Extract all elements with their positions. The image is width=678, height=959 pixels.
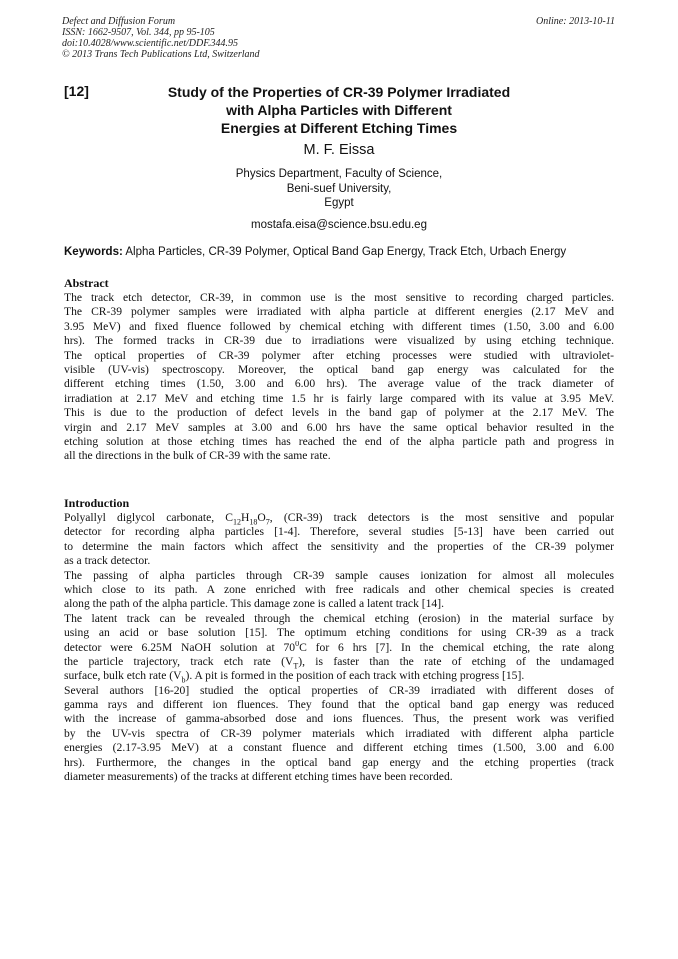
affiliation [0,167,678,211]
subscript: 12 [233,517,242,526]
title-line: Study of the Properties of CR-39 Polymer Irradiated [167,84,511,100]
intro-line: by the UV-vis spectra of CR-39 polymer materials which irradiated with different alpha particle [64,726,614,740]
intro-line: The latent track can be revealed through the chemical etching (erosion) in the material surface by [64,611,614,625]
keywords-label: Keywords: [64,246,123,258]
affiliation-line: Physics Department, Faculty of Science, [235,168,443,180]
introduction-heading: Introduction [64,496,130,510]
abstract-line: all the directions in the bulk of CR-39 with the same rate. [64,449,331,463]
text-run: ). A pit is formed in the position of each track with etching progress [15]. [185,669,525,683]
text-run: detector were 6.25M NaOH solution at 70 [64,640,296,654]
text-run: C for 6 hrs [7]. In the chemical etching, the rate along [299,640,614,654]
intro-line: to determine the main factors which affect the sensitivity and the properties of the CR-39 polymer [64,539,614,553]
intro-line: The passing of alpha particles through CR-39 sample causes ionization for almost all molecules [64,568,614,582]
abstract-line: 3.95 MeV) and fixed fluence followed by chemical etching with different times (1.50, 3.00 and 6.00 [64,319,614,333]
text-run: surface, bulk etch rate (V [64,669,182,683]
intro-line: energies (2.17-3.95 MeV) at a constant fluence and different etching times (1.500, 3.00 and 6.00 [64,741,614,755]
affiliation-line: Egypt [324,197,354,209]
introduction-body [64,511,614,784]
online-date: Online: 2013-10-11 [536,16,615,27]
intro-line [64,669,614,683]
abstract-heading: Abstract [64,276,109,290]
journal-name: Defect and Diffusion Forum [62,16,176,27]
intro-line [64,641,614,655]
intro-line: Several authors [16-20] studied the optical properties of CR-39 irradiated with different doses of [64,683,614,697]
text-run: the particle trajectory, track etch rate (V [64,654,294,668]
intro-line: diameter measurements) of the tracks at different etching times have been recorded. [64,770,453,784]
paper-title [120,83,558,137]
abstract-line: The track etch detector, CR-39, in common use is the most sensitive to recording charged particles. [64,291,614,304]
subscript: 7 [265,517,270,526]
reference-number: [12] [64,83,89,99]
intro-line [64,655,614,669]
intro-line: gamma rays and different ion fluences. They found that the optical band gap energy was reduced [64,698,614,712]
text-run: , (CR-39) track detectors is the most sensitive and popular [269,511,614,524]
journal-header [62,16,260,60]
intro-line: which close to its path. A zone enriched with free radicals and other chemical species is created [64,582,614,596]
subscript: 18 [249,517,258,526]
journal-copyright: © 2013 Trans Tech Publications Ltd, Switzerland [62,49,260,60]
text-run: O [257,511,266,524]
abstract-line: etching solution at those etching times has reached the end of the alpha particle path and progress in [64,434,614,448]
keywords-text: Alpha Particles, CR-39 Polymer, Optical Band Gap Energy, Track Etch, Urbach Energy [122,246,567,258]
text-run: H [241,511,250,524]
abstract-line: virgin and 2.17 MeV samples at 3.00 and 6.00 hrs have the same optical behavior resulted in the [64,420,614,434]
intro-line: detector for recording alpha particles [1-4]. Therefore, several studies [5-13] have been carried out [64,525,614,539]
journal-doi: doi:10.4028/www.scientific.net/DDF.344.95 [62,38,239,49]
author-email[interactable]: mostafa.eisa@science.bsu.edu.eg [251,219,427,231]
subscript: T [293,661,299,670]
abstract-line: The CR-39 polymer samples were irradiated with alpha particle at different energies (2.17 MeV and [64,305,614,319]
affiliation-line: Beni-suef University, [286,182,392,195]
abstract-line: hrs). The formed tracks in CR-39 due to irradiations were visualized by using etching technique. [64,334,614,348]
superscript: 0 [295,640,300,648]
abstract-body [64,291,614,464]
abstract-line: irradiation at 2.17 MeV and etching time 1.5 hr is fairly large compared with its value at 3.95 MeV. [64,391,614,405]
intro-line: with the increase of gamma-absorbed dose and ions fluences. Thus, the present work was verified [64,712,614,726]
intro-line: using an acid or base solution [15]. The optimum etching conditions for using CR-39 as a track [64,626,614,640]
author-name: M. F. Eissa [303,142,375,158]
title-line: with Alpha Particles with Different [226,102,452,118]
abstract-line: different etching times (1.50, 3.00 and 6.00 hrs). The average value of the track diameter of [64,377,614,391]
intro-line [64,511,614,525]
text-run: ), is faster than the rate of etching of the undamaged [298,654,614,668]
intro-line: hrs). Furthermore, the changes in the optical band gap energy and the etching properties (track [64,755,614,769]
abstract-line: The optical properties of CR-39 polymer after etching processes were studied with ultraviolet- [64,348,614,362]
abstract-line: visible (UV-vis) spectroscopy. Moreover, the optical band gap energy was calculated for the [64,362,614,376]
journal-issn: ISSN: 1662-9507, Vol. 344, pp 95-105 [62,27,215,38]
text-run: Polyallyl diglycol carbonate, C [64,511,234,524]
abstract-line: This is due to the production of defect levels in the band gap of polymer at the 2.17 MeV. The [64,406,614,420]
intro-line: along the path of the alpha particle. This damage zone is called a latent track [14]. [64,597,444,611]
title-line: Energies at Different Etching Times [220,120,458,136]
subscript: b [181,675,186,684]
intro-line: as a track detector. [64,554,151,568]
keywords [64,246,624,258]
